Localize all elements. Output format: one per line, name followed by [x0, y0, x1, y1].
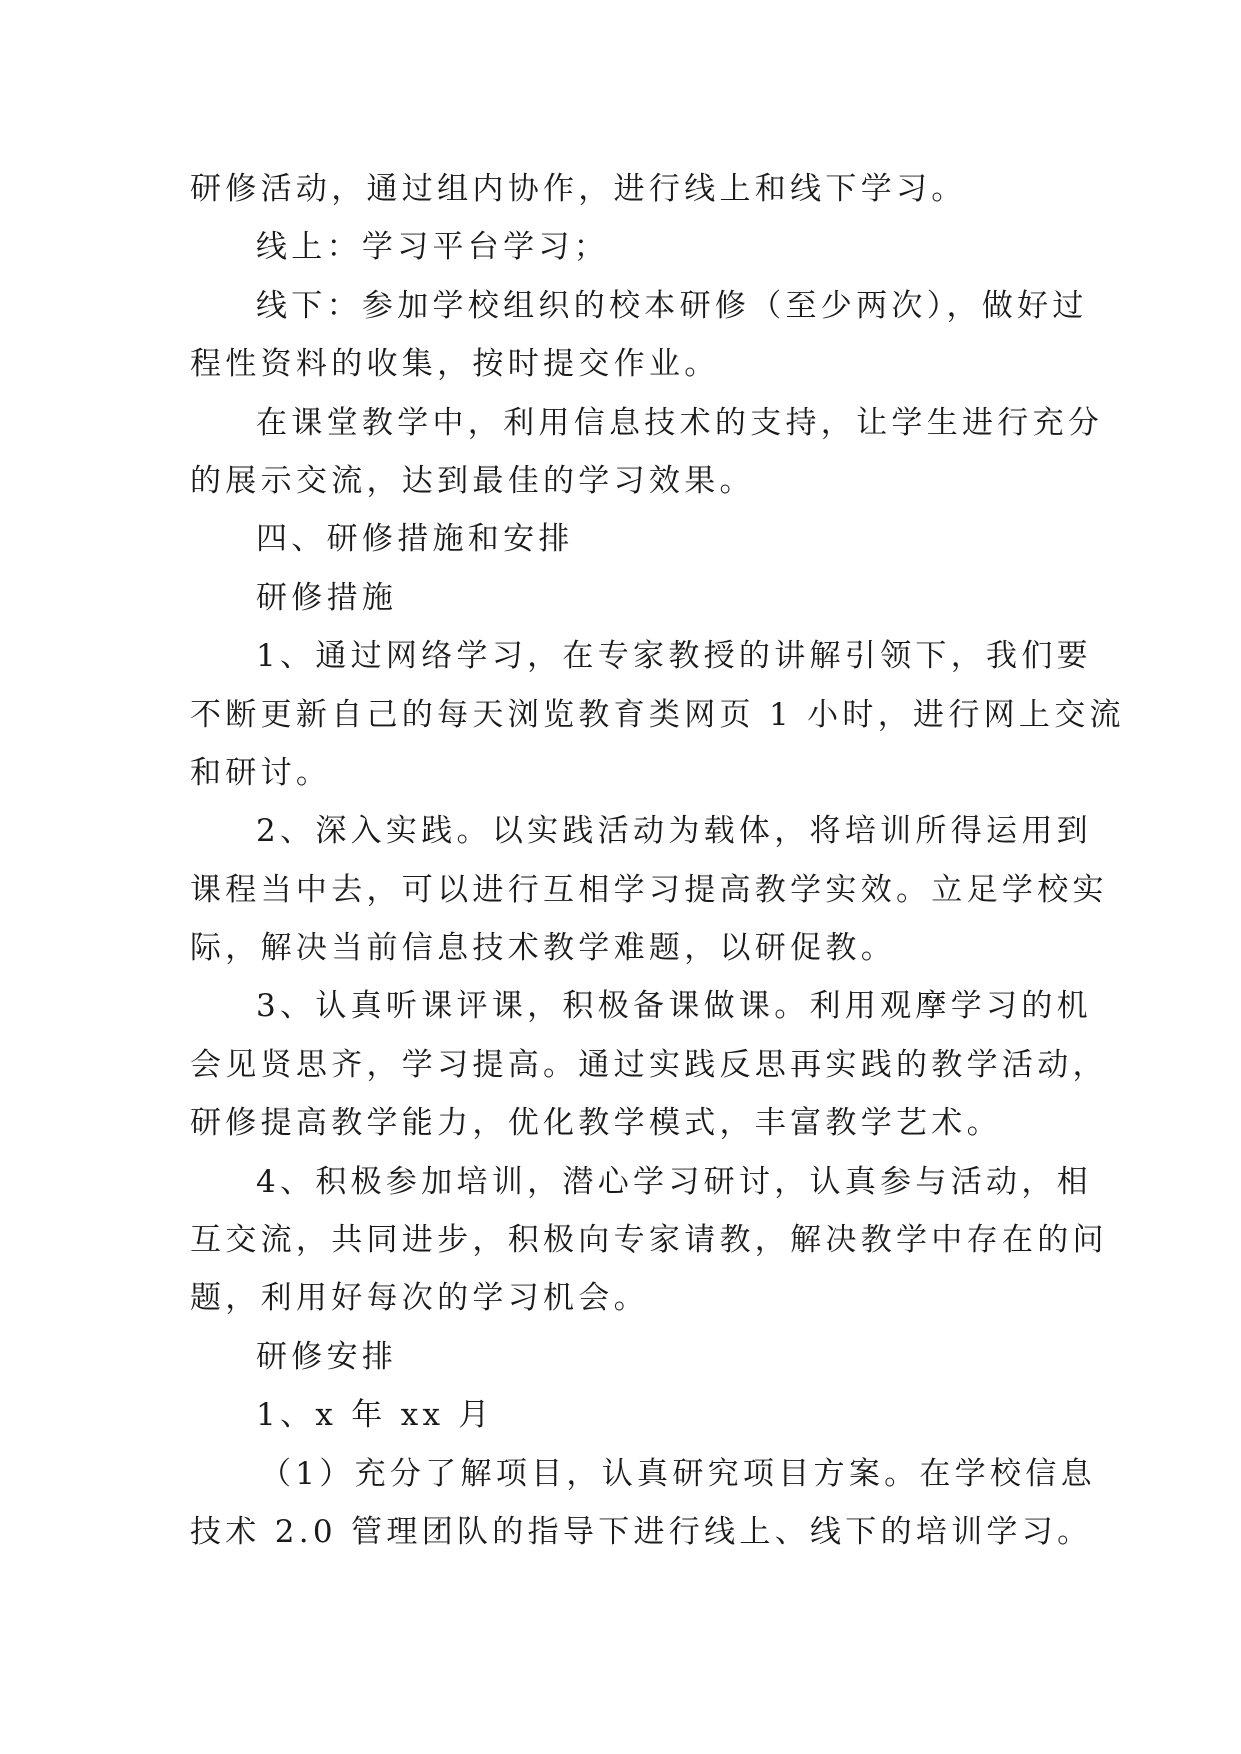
text-line: 程性资料的收集，按时提交作业。 — [190, 346, 720, 383]
text-line: 研修活动，通过组内协作，进行线上和线下学习。 — [190, 171, 967, 207]
text-line: 线上：学习平台学习； — [256, 229, 609, 266]
text-line: 际，解决当前信息技术教学难题，以研促教。 — [190, 930, 896, 967]
text-line: 3、认真听课评课，积极备课做课。利用观摩学习的机 — [256, 988, 1092, 1025]
text-line: 2、深入实践。以实践活动为载体，将培训所得运用到 — [256, 813, 1092, 850]
section-heading: 四、研修措施和安排 — [256, 521, 574, 558]
text-line: 互交流，共同进步，积极向专家请教，解决教学中存在的问 — [190, 1222, 1108, 1259]
text-line: 和研讨。 — [190, 754, 332, 791]
subsection-heading: 研修措施 — [256, 579, 398, 616]
text-line: 1、通过网络学习，在专家教授的讲解引领下，我们要 — [256, 638, 1092, 675]
text-line: 研修提高教学能力，优化教学模式，丰富教学艺术。 — [190, 1105, 1002, 1142]
text-line: 的展示交流，达到最佳的学习效果。 — [190, 462, 755, 499]
text-line: 会见贤思齐，学习提高。通过实践反思再实践的教学活动， — [190, 1046, 1108, 1083]
document-body — [190, 160, 1125, 1561]
text-line: 线下：参加学校组织的校本研修（至少两次），做好过 — [256, 287, 1088, 324]
text-line: 技术 2.0 管理团队的指导下进行线上、线下的培训学习。 — [190, 1513, 1093, 1550]
subsection-heading: 研修安排 — [256, 1338, 398, 1375]
text-line: 在课堂教学中，利用信息技术的支持，让学生进行充分 — [256, 404, 1104, 441]
text-line: 4、积极参加培训，潜心学习研讨，认真参与活动，相 — [256, 1163, 1092, 1200]
text-line: 题，利用好每次的学习机会。 — [190, 1280, 649, 1317]
text-line: 1、x 年 xx 月 — [256, 1397, 494, 1434]
text-line: （1）充分了解项目，认真研究项目方案。在学校信息 — [260, 1455, 1096, 1492]
text-line: 不断更新自己的每天浏览教育类网页 1 小时，进行网上交流 — [190, 696, 1125, 733]
text-line: 课程当中去，可以进行互相学习提高教学实效。立足学校实 — [190, 871, 1108, 908]
